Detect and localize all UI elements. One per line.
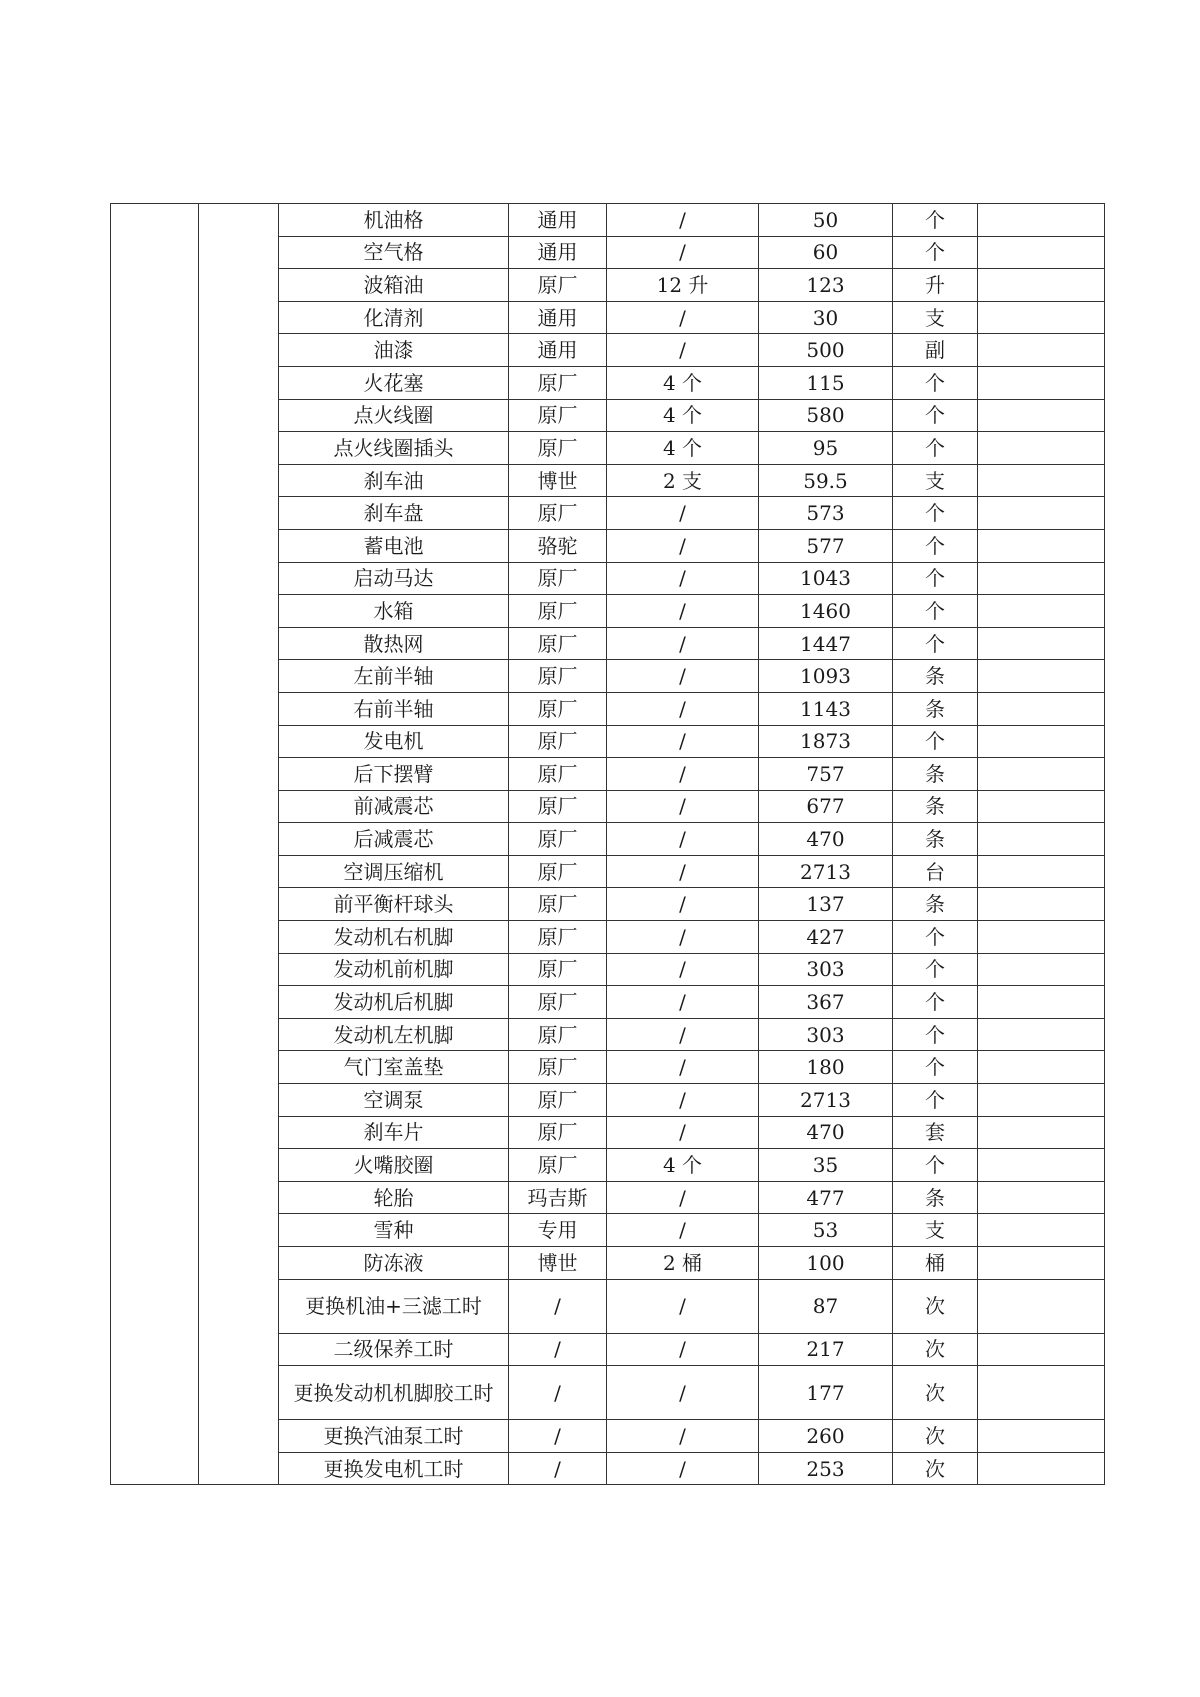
unit-cell: 次: [893, 1452, 978, 1485]
unit-cell: 个: [893, 1051, 978, 1084]
note-cell: [978, 692, 1105, 725]
brand-cell: 原厂: [509, 855, 607, 888]
note-cell: [978, 464, 1105, 497]
note-cell: [978, 1420, 1105, 1453]
spec-cell: /: [607, 823, 759, 856]
price-cell: 123: [759, 269, 893, 302]
brand-cell: 通用: [509, 334, 607, 367]
spec-cell: /: [607, 1084, 759, 1117]
brand-cell: 骆驼: [509, 529, 607, 562]
note-cell: [978, 888, 1105, 921]
note-cell: [978, 497, 1105, 530]
brand-cell: 原厂: [509, 1084, 607, 1117]
brand-cell: 原厂: [509, 497, 607, 530]
price-cell: 1460: [759, 595, 893, 628]
brand-cell: 原厂: [509, 1149, 607, 1182]
brand-cell: 原厂: [509, 562, 607, 595]
item-cell: 波箱油: [279, 269, 509, 302]
item-cell: 发动机后机脚: [279, 986, 509, 1019]
price-cell: 260: [759, 1420, 893, 1453]
note-cell: [978, 1018, 1105, 1051]
price-cell: 2713: [759, 1084, 893, 1117]
brand-cell: 专用: [509, 1214, 607, 1247]
price-cell: 177: [759, 1366, 893, 1420]
note-cell: [978, 1214, 1105, 1247]
brand-cell: 原厂: [509, 1018, 607, 1051]
item-cell: 更换汽油泵工时: [279, 1420, 509, 1453]
note-cell: [978, 1116, 1105, 1149]
item-cell: 更换发动机机脚胶工时: [279, 1366, 509, 1420]
price-cell: 1873: [759, 725, 893, 758]
note-cell: [978, 204, 1105, 237]
unit-cell: 条: [893, 823, 978, 856]
note-cell: [978, 660, 1105, 693]
price-cell: 367: [759, 986, 893, 1019]
item-cell: 启动马达: [279, 562, 509, 595]
note-cell: [978, 1333, 1105, 1366]
spec-cell: /: [607, 855, 759, 888]
price-cell: 757: [759, 758, 893, 791]
spec-cell: /: [607, 595, 759, 628]
brand-cell: /: [509, 1452, 607, 1485]
item-cell: 发动机前机脚: [279, 953, 509, 986]
spec-cell: 4 个: [607, 366, 759, 399]
blank-col-1: [111, 204, 199, 1485]
unit-cell: 次: [893, 1420, 978, 1453]
price-cell: 427: [759, 921, 893, 954]
price-cell: 303: [759, 953, 893, 986]
spec-cell: /: [607, 921, 759, 954]
item-cell: 发动机左机脚: [279, 1018, 509, 1051]
item-cell: 更换发电机工时: [279, 1452, 509, 1485]
unit-cell: 个: [893, 595, 978, 628]
unit-cell: 个: [893, 1084, 978, 1117]
spec-cell: /: [607, 953, 759, 986]
spec-cell: /: [607, 1452, 759, 1485]
item-cell: 后减震芯: [279, 823, 509, 856]
unit-cell: 个: [893, 432, 978, 465]
price-cell: 303: [759, 1018, 893, 1051]
brand-cell: 原厂: [509, 595, 607, 628]
item-cell: 点火线圈: [279, 399, 509, 432]
item-cell: 点火线圈插头: [279, 432, 509, 465]
unit-cell: 次: [893, 1366, 978, 1420]
unit-cell: 个: [893, 497, 978, 530]
note-cell: [978, 1452, 1105, 1485]
spec-cell: /: [607, 1366, 759, 1420]
item-cell: 刹车油: [279, 464, 509, 497]
unit-cell: 条: [893, 660, 978, 693]
note-cell: [978, 953, 1105, 986]
price-cell: 677: [759, 790, 893, 823]
brand-cell: /: [509, 1279, 607, 1333]
price-cell: 35: [759, 1149, 893, 1182]
unit-cell: 条: [893, 790, 978, 823]
note-cell: [978, 432, 1105, 465]
parts-price-table: [110, 203, 1105, 1485]
unit-cell: 支: [893, 1214, 978, 1247]
brand-cell: 玛吉斯: [509, 1181, 607, 1214]
price-cell: 53: [759, 1214, 893, 1247]
spec-cell: /: [607, 1214, 759, 1247]
note-cell: [978, 1366, 1105, 1420]
note-cell: [978, 529, 1105, 562]
brand-cell: 原厂: [509, 758, 607, 791]
spec-cell: /: [607, 888, 759, 921]
unit-cell: 个: [893, 529, 978, 562]
item-cell: 前减震芯: [279, 790, 509, 823]
brand-cell: 原厂: [509, 399, 607, 432]
note-cell: [978, 366, 1105, 399]
unit-cell: 条: [893, 758, 978, 791]
note-cell: [978, 627, 1105, 660]
brand-cell: 博世: [509, 1247, 607, 1280]
spec-cell: /: [607, 1420, 759, 1453]
unit-cell: 条: [893, 692, 978, 725]
spec-cell: /: [607, 1279, 759, 1333]
brand-cell: 原厂: [509, 432, 607, 465]
price-cell: 500: [759, 334, 893, 367]
price-cell: 60: [759, 236, 893, 269]
item-cell: 化清剂: [279, 301, 509, 334]
spec-cell: 4 个: [607, 399, 759, 432]
unit-cell: 个: [893, 562, 978, 595]
item-cell: 空调压缩机: [279, 855, 509, 888]
unit-cell: 台: [893, 855, 978, 888]
item-cell: 火嘴胶圈: [279, 1149, 509, 1182]
spec-cell: 4 个: [607, 1149, 759, 1182]
brand-cell: 通用: [509, 301, 607, 334]
item-cell: 发动机右机脚: [279, 921, 509, 954]
price-cell: 477: [759, 1181, 893, 1214]
unit-cell: 个: [893, 366, 978, 399]
unit-cell: 个: [893, 725, 978, 758]
item-cell: 二级保养工时: [279, 1333, 509, 1366]
note-cell: [978, 1247, 1105, 1280]
blank-col-2: [199, 204, 279, 1485]
price-cell: 1447: [759, 627, 893, 660]
price-cell: 87: [759, 1279, 893, 1333]
note-cell: [978, 301, 1105, 334]
spec-cell: /: [607, 1333, 759, 1366]
item-cell: 火花塞: [279, 366, 509, 399]
brand-cell: 原厂: [509, 1051, 607, 1084]
brand-cell: 原厂: [509, 692, 607, 725]
spec-cell: /: [607, 627, 759, 660]
item-cell: 前平衡杆球头: [279, 888, 509, 921]
spec-cell: /: [607, 1018, 759, 1051]
unit-cell: 个: [893, 236, 978, 269]
unit-cell: 个: [893, 1149, 978, 1182]
item-cell: 刹车片: [279, 1116, 509, 1149]
spec-cell: /: [607, 236, 759, 269]
brand-cell: 原厂: [509, 888, 607, 921]
price-cell: 217: [759, 1333, 893, 1366]
note-cell: [978, 1149, 1105, 1182]
price-cell: 580: [759, 399, 893, 432]
note-cell: [978, 758, 1105, 791]
brand-cell: 原厂: [509, 269, 607, 302]
brand-cell: 原厂: [509, 986, 607, 1019]
price-cell: 1043: [759, 562, 893, 595]
unit-cell: 个: [893, 204, 978, 237]
item-cell: 蓄电池: [279, 529, 509, 562]
spec-cell: /: [607, 660, 759, 693]
unit-cell: 个: [893, 1018, 978, 1051]
unit-cell: 个: [893, 627, 978, 660]
note-cell: [978, 269, 1105, 302]
price-cell: 137: [759, 888, 893, 921]
brand-cell: /: [509, 1333, 607, 1366]
brand-cell: 原厂: [509, 366, 607, 399]
item-cell: 气门室盖垫: [279, 1051, 509, 1084]
brand-cell: 原厂: [509, 823, 607, 856]
brand-cell: 博世: [509, 464, 607, 497]
unit-cell: 个: [893, 921, 978, 954]
spec-cell: 12 升: [607, 269, 759, 302]
item-cell: 右前半轴: [279, 692, 509, 725]
unit-cell: 个: [893, 953, 978, 986]
table-row: [111, 204, 1105, 237]
note-cell: [978, 986, 1105, 1019]
item-cell: 发电机: [279, 725, 509, 758]
note-cell: [978, 562, 1105, 595]
unit-cell: 个: [893, 986, 978, 1019]
spec-cell: /: [607, 725, 759, 758]
price-cell: 180: [759, 1051, 893, 1084]
item-cell: 后下摆臂: [279, 758, 509, 791]
item-cell: 更换机油+三滤工时: [279, 1279, 509, 1333]
unit-cell: 条: [893, 888, 978, 921]
brand-cell: 原厂: [509, 790, 607, 823]
price-cell: 470: [759, 823, 893, 856]
spec-cell: /: [607, 1051, 759, 1084]
note-cell: [978, 823, 1105, 856]
price-cell: 577: [759, 529, 893, 562]
spec-cell: /: [607, 986, 759, 1019]
brand-cell: 通用: [509, 236, 607, 269]
brand-cell: 原厂: [509, 660, 607, 693]
price-cell: 95: [759, 432, 893, 465]
note-cell: [978, 334, 1105, 367]
price-cell: 50: [759, 204, 893, 237]
unit-cell: 支: [893, 301, 978, 334]
note-cell: [978, 1181, 1105, 1214]
note-cell: [978, 399, 1105, 432]
item-cell: 左前半轴: [279, 660, 509, 693]
note-cell: [978, 236, 1105, 269]
brand-cell: /: [509, 1366, 607, 1420]
unit-cell: 次: [893, 1333, 978, 1366]
note-cell: [978, 1084, 1105, 1117]
price-cell: 470: [759, 1116, 893, 1149]
unit-cell: 桶: [893, 1247, 978, 1280]
spec-cell: 4 个: [607, 432, 759, 465]
spec-cell: /: [607, 758, 759, 791]
spec-cell: /: [607, 1181, 759, 1214]
item-cell: 刹车盘: [279, 497, 509, 530]
brand-cell: 原厂: [509, 1116, 607, 1149]
price-cell: 253: [759, 1452, 893, 1485]
unit-cell: 升: [893, 269, 978, 302]
item-cell: 雪种: [279, 1214, 509, 1247]
note-cell: [978, 1051, 1105, 1084]
price-cell: 2713: [759, 855, 893, 888]
price-cell: 1143: [759, 692, 893, 725]
item-cell: 空调泵: [279, 1084, 509, 1117]
unit-cell: 套: [893, 1116, 978, 1149]
brand-cell: 通用: [509, 204, 607, 237]
item-cell: 油漆: [279, 334, 509, 367]
item-cell: 空气格: [279, 236, 509, 269]
price-cell: 30: [759, 301, 893, 334]
price-cell: 59.5: [759, 464, 893, 497]
price-cell: 1093: [759, 660, 893, 693]
spec-cell: /: [607, 204, 759, 237]
unit-cell: 次: [893, 1279, 978, 1333]
spec-cell: 2 支: [607, 464, 759, 497]
spec-cell: 2 桶: [607, 1247, 759, 1280]
spec-cell: /: [607, 562, 759, 595]
spec-cell: /: [607, 692, 759, 725]
brand-cell: 原厂: [509, 953, 607, 986]
unit-cell: 个: [893, 399, 978, 432]
price-cell: 573: [759, 497, 893, 530]
unit-cell: 条: [893, 1181, 978, 1214]
note-cell: [978, 855, 1105, 888]
spec-cell: /: [607, 334, 759, 367]
note-cell: [978, 921, 1105, 954]
note-cell: [978, 790, 1105, 823]
item-cell: 轮胎: [279, 1181, 509, 1214]
spec-cell: /: [607, 301, 759, 334]
spec-cell: /: [607, 790, 759, 823]
item-cell: 水箱: [279, 595, 509, 628]
table-body: [111, 204, 1105, 1485]
note-cell: [978, 725, 1105, 758]
spec-cell: /: [607, 529, 759, 562]
note-cell: [978, 595, 1105, 628]
note-cell: [978, 1279, 1105, 1333]
price-cell: 115: [759, 366, 893, 399]
brand-cell: 原厂: [509, 725, 607, 758]
item-cell: 散热网: [279, 627, 509, 660]
spec-cell: /: [607, 497, 759, 530]
unit-cell: 支: [893, 464, 978, 497]
price-cell: 100: [759, 1247, 893, 1280]
brand-cell: /: [509, 1420, 607, 1453]
item-cell: 防冻液: [279, 1247, 509, 1280]
brand-cell: 原厂: [509, 921, 607, 954]
brand-cell: 原厂: [509, 627, 607, 660]
unit-cell: 副: [893, 334, 978, 367]
item-cell: 机油格: [279, 204, 509, 237]
spec-cell: /: [607, 1116, 759, 1149]
